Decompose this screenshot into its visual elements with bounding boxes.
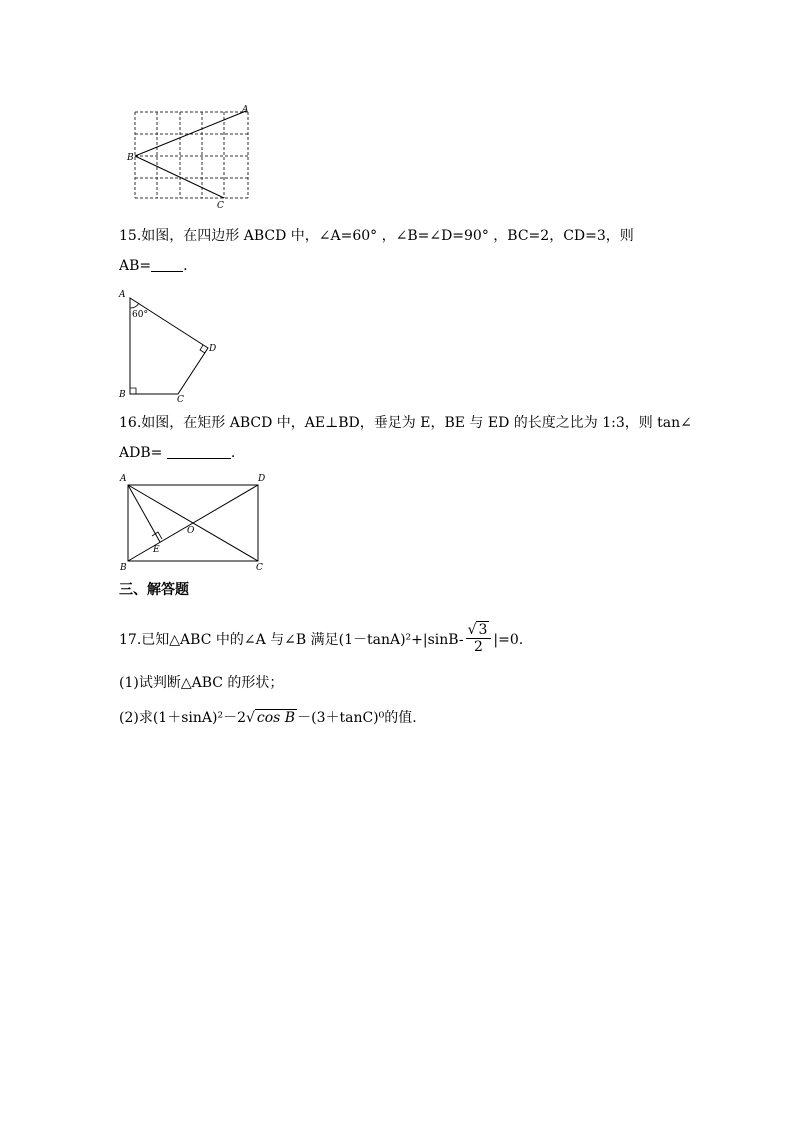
section-title: 三、解答题 xyxy=(119,582,189,598)
q15-label-d: D xyxy=(209,344,217,354)
q16-adb-label: ADB= xyxy=(119,445,167,461)
q15-answer-blank[interactable] xyxy=(151,257,183,272)
q16-answer-blank[interactable] xyxy=(167,444,231,459)
q16-period: . xyxy=(230,445,236,461)
q17-part2-suffix: －(3＋tanC)⁰的值. xyxy=(297,710,417,726)
q14-label-c: C xyxy=(217,201,224,211)
q16-label-e: E xyxy=(153,545,160,555)
q15-label-c: C xyxy=(177,395,184,404)
q14-grid-figure xyxy=(120,100,260,212)
q15-line2 xyxy=(119,256,188,276)
q16-rectangle-figure xyxy=(115,470,275,574)
q15-period: . xyxy=(183,258,188,274)
q16-label-c: C xyxy=(256,563,263,573)
q17-stem xyxy=(119,618,523,662)
q14-label-a: A xyxy=(242,105,249,115)
q15-label-b: B xyxy=(119,390,126,400)
q17-frac-den: 2 xyxy=(474,639,483,655)
q17-part2-sqrt: cos B xyxy=(256,710,296,726)
q15-ab-label: AB= xyxy=(119,258,152,274)
q17-stem-suffix: |=0. xyxy=(493,632,524,648)
q15-quadrilateral-figure xyxy=(112,284,224,404)
q17-fraction: $\frac{√ 3}{2}$ xyxy=(466,621,492,655)
q17-part2-prefix: (2)求(1＋sinA)²－2 xyxy=(119,710,246,726)
q16-label-b: B xyxy=(120,563,127,573)
q17-frac-num: 3 xyxy=(478,622,488,638)
q16-line1: 16.如图，在矩形 ABCD 中，AE⊥BD，垂足为 E，BE 与 ED 的长度之比为 1:3，则 tan∠ xyxy=(119,415,692,431)
q16-line2 xyxy=(119,443,235,463)
q16-label-d: D xyxy=(258,474,266,484)
q14-label-b: B xyxy=(127,153,134,163)
q15-line1: 15.如图，在四边形 ABCD 中，∠A=60° ，∠B=∠D=90° ，BC=2，CD=3，则 xyxy=(119,228,634,244)
q16-label-a: A xyxy=(120,474,127,484)
q17-part1: (1)试判断△ABC 的形状； xyxy=(119,675,284,691)
q17-stem-prefix: 17.已知△ABC 中的∠A 与∠B 满足(1－tanA)²+|sinB- xyxy=(119,632,464,648)
q15-angle-label: 60° xyxy=(132,310,148,320)
q15-label-a: A xyxy=(119,290,126,300)
q17-part2: (2)求(1＋sinA)²－2√ cos B －(3＋tanC)⁰的值. xyxy=(119,710,417,726)
q16-label-o: O xyxy=(187,526,195,536)
